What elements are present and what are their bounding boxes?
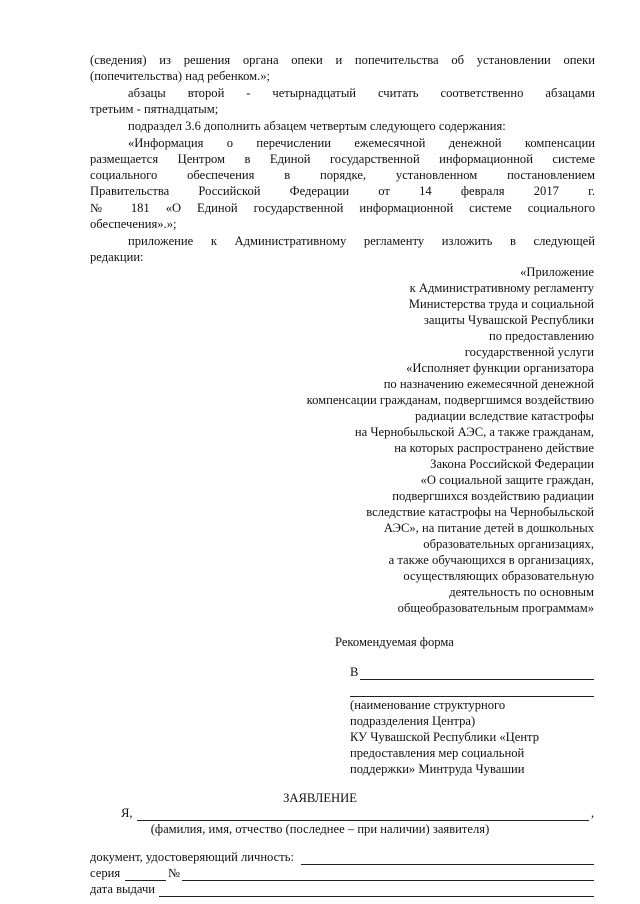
paragraph-line: (сведения) из решения органа опеки и попечительства об установлении опеки: [90, 53, 595, 67]
address-line: подразделения Центра): [350, 714, 476, 728]
document-label: документ, удостоверяющий личность:: [90, 850, 295, 864]
recipient-line-2[interactable]: [350, 696, 594, 697]
appendix-line: Министерства труда и социальной: [408, 297, 594, 311]
issue-date-field[interactable]: [159, 896, 594, 897]
appendix-line: а также обучающихся в организациях,: [388, 553, 594, 567]
paragraph-line: № 181 «О Единой государственной информационной системе социального: [90, 201, 595, 215]
number-field[interactable]: [182, 880, 594, 881]
address-line: КУ Чувашской Республики «Центр: [350, 730, 540, 744]
appendix-line: защиты Чувашской Республики: [423, 313, 594, 327]
appendix-line: по предоставлению: [488, 329, 594, 343]
statement-title: ЗАЯВЛЕНИЕ: [283, 791, 357, 805]
paragraph-line: «Информация о перечислении ежемесячной денежной компенсации: [128, 136, 595, 150]
appendix-line: по назначению ежемесячной денежной: [383, 377, 594, 391]
comma: ,: [591, 806, 595, 820]
appendix-line: компенсации гражданам, подвергшимся воздействию: [306, 393, 594, 407]
appendix-line: «Приложение: [520, 265, 594, 279]
paragraph-line: Правительства Российской Федерации от 14 февраля 2017 г.: [90, 184, 595, 198]
appendix-line: подвергшихся воздействию радиации: [392, 489, 594, 503]
appendix-line: Закона Российской Федерации: [430, 457, 594, 471]
paragraph-line: редакции:: [90, 250, 144, 264]
address-line: (наименование структурного: [350, 698, 506, 712]
paragraph-line: (попечительства) над ребенком.»;: [90, 69, 271, 83]
appendix-line: деятельность по основным: [449, 585, 594, 599]
paragraph-line: обеспечения».»;: [90, 217, 177, 231]
paragraph-line: приложение к Административному регламенту изложить в следующей: [128, 234, 595, 248]
recommended-form-label: Рекомендуемая форма: [335, 635, 454, 649]
address-line: предоставления мер социальной: [350, 746, 525, 760]
series-field[interactable]: [125, 880, 166, 881]
paragraph-line: размещается Центром в Единой государственной информационной системе: [90, 152, 595, 166]
applicant-label: Я,: [121, 806, 133, 820]
appendix-line: общеобразовательным программам»: [397, 601, 594, 615]
applicant-name-field[interactable]: [137, 820, 589, 821]
address-line: поддержки» Минтруда Чувашии: [350, 762, 525, 776]
appendix-line: на Чернобыльской АЭС, а также гражданам,: [354, 425, 594, 439]
issue-date-label: дата выдачи: [90, 882, 156, 896]
appendix-line: на которых распространено действие: [394, 441, 594, 455]
appendix-line: к Административному регламенту: [409, 281, 594, 295]
paragraph-line: третьим - пятнадцатым;: [90, 102, 219, 116]
recipient-line[interactable]: [360, 679, 594, 680]
to-label: В: [350, 665, 359, 679]
appendix-line: «Исполняет функции организатора: [406, 361, 594, 375]
appendix-line: государственной услуги: [464, 345, 594, 359]
appendix-line: радиации вследствие катастрофы: [415, 409, 594, 423]
appendix-line: осуществляющих образовательную: [403, 569, 594, 583]
appendix-line: вследствие катастрофы на Чернобыльской: [366, 505, 594, 519]
document-field[interactable]: [301, 864, 594, 865]
paragraph-line: социального обеспечения в порядке, установленном постановлением: [90, 168, 595, 182]
number-label: №: [168, 866, 181, 880]
paragraph-line: абзацы второй - четырнадцатый считать соответственно абзацами: [128, 86, 595, 100]
appendix-line: «О социальной защите граждан,: [420, 473, 594, 487]
paragraph-line: подраздел 3.6 дополнить абзацем четвертым следующего содержания:: [128, 119, 506, 133]
series-label: серия: [90, 866, 121, 880]
appendix-line: АЭС», на питание детей в дошкольных: [383, 521, 594, 535]
appendix-line: образовательных организациях,: [423, 537, 594, 551]
fio-hint: (фамилия, имя, отчество (последнее – при наличии) заявителя): [150, 822, 490, 836]
